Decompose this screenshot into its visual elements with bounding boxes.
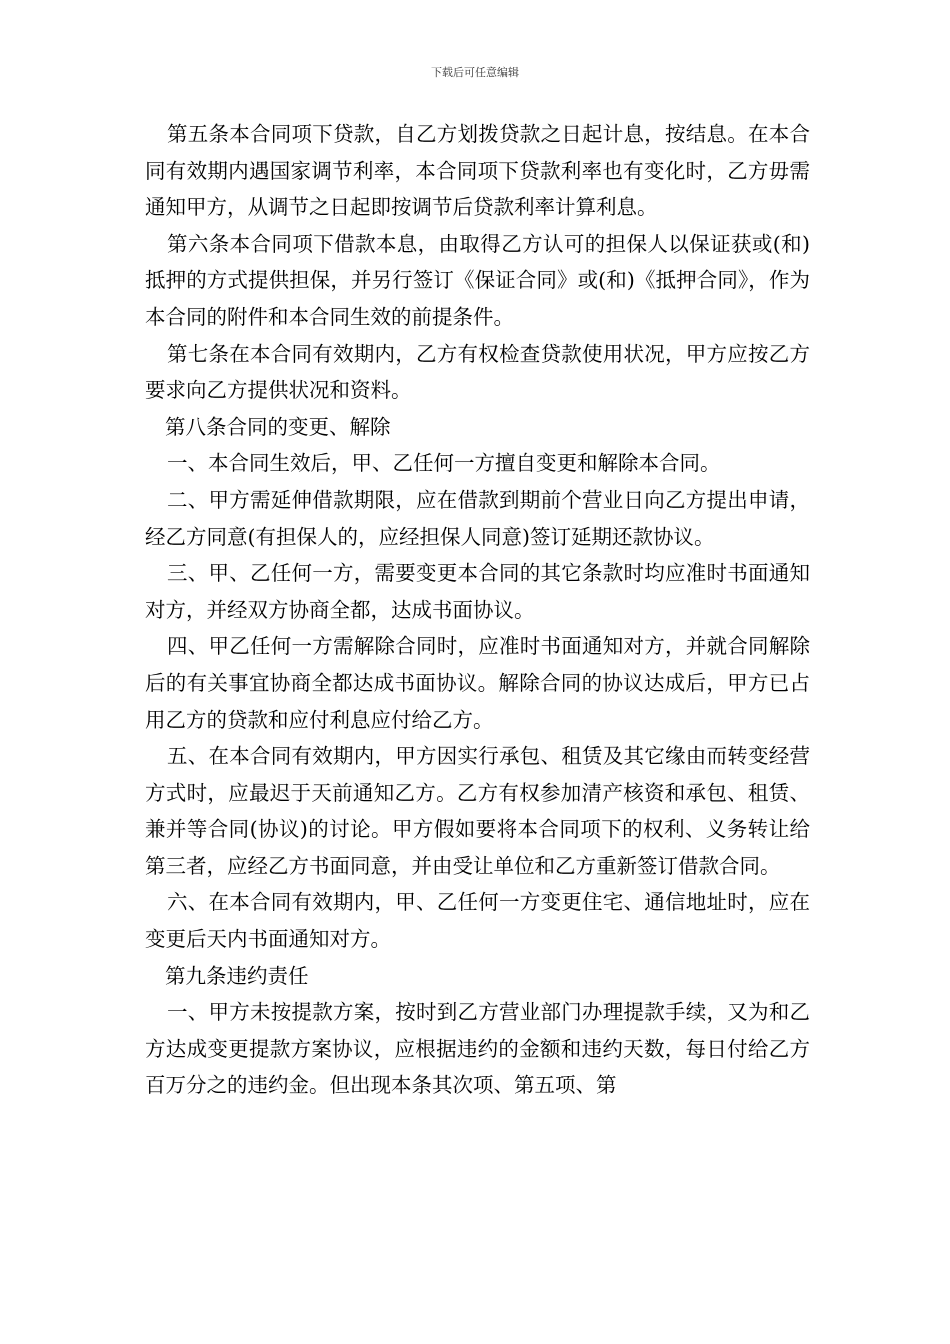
article-8-clause-1: 一、本合同生效后，甲、乙任何一方擅自变更和解除本合同。 <box>167 451 721 476</box>
article-8-clause-4: 四、甲乙任何一方需解除合同时，应准时书面通知对方，并就合同解除后的有关事宜协商全都达成书面协议。解除合同的协议达成后，甲方已占用乙方的贷款和应付利息应付给乙方。 <box>145 634 810 732</box>
article-5-paragraph: 第五条本合同项下贷款，自乙方划拨贷款之日起计息，按结息。在本合同有效期内遇国家调节利率，本合同项下贷款利率也有变化时，乙方毋需通知甲方，从调节之日起即按调节后贷款利率计算利息。 <box>145 122 810 220</box>
document-body <box>145 116 810 1104</box>
page-header-note: 下载后可任意编辑 <box>431 66 519 79</box>
article-8-clause-3: 三、甲、乙任何一方，需要变更本合同的其它条款时均应准时书面通知对方，并经双方协商全都，达成书面协议。 <box>145 561 810 622</box>
article-9-heading: 第九条违约责任 <box>165 963 309 988</box>
article-8-heading: 第八条合同的变更、解除 <box>165 414 391 439</box>
article-8-clause-5: 五、在本合同有效期内，甲方因实行承包、租赁及其它缘由而转变经营方式时，应最迟于天前通知乙方。乙方有权参加清产核资和承包、租赁、兼并等合同(协议)的讨论。甲方假如要将本合同项下的权利、义务转让给第三者，应经乙方书面同意，并由受让单位和乙方重新签订借款合同。 <box>145 744 810 878</box>
article-9-clause-1: 一、甲方未按提款方案，按时到乙方营业部门办理提款手续，又为和乙方达成变更提款方案协议，应根据违约的金额和违约天数，每日付给乙方百万分之的违约金。但出现本条其次项、第五项、第 <box>145 1000 810 1098</box>
article-8-clause-6: 六、在本合同有效期内，甲、乙任何一方变更住宅、通信地址时，应在变更后天内书面通知对方。 <box>145 890 810 952</box>
article-8-clause-2: 二、甲方需延伸借款期限，应在借款到期前个营业日向乙方提出申请，经乙方同意(有担保人的，应经担保人同意)签订延期还款协议。 <box>145 487 810 549</box>
article-7-paragraph: 第七条在本合同有效期内，乙方有权检查贷款使用状况，甲方应按乙方要求向乙方提供状况和资料。 <box>145 341 810 403</box>
article-6-paragraph: 第六条本合同项下借款本息，由取得乙方认可的担保人以保证获或(和)抵押的方式提供担保，并另行签订《保证合同》或(和)《抵押合同》，作为本合同的附件和本合同生效的前提条件。 <box>145 231 810 329</box>
